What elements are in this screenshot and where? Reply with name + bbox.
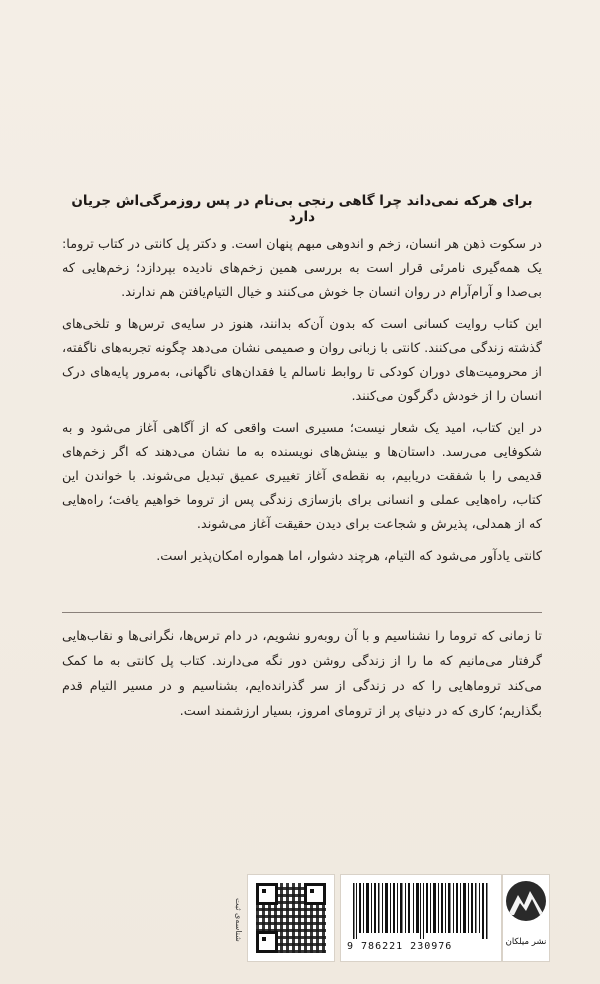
tagline-heading: برای هرکه نمی‌داند چرا گاهی رنجی بی‌نام در پس روزمرگی‌اش جریان دارد xyxy=(71,193,533,225)
barcode-bars-icon xyxy=(351,883,491,939)
closing-section xyxy=(62,624,542,732)
closing-paragraph: تا زمانی که تروما را نشناسیم و با آن روبه‌رو نشویم، در دام ترس‌ها، نگرانی‌ها و نقاب‌هایی گرفتار می‌مانیم که ما را از زندگی روشن دور نگه می‌دارند. کتاب پل کانتی به ما کمک می‌کند تروماهایی را که در زندگی از سر گذرانده‌ایم، بشناسیم و در مسیر التیام قدم بگذاریم؛ کاری که در دنیای پر از ترومای امروز، بسیار ارزشمند است. xyxy=(62,629,542,719)
paragraph-4: کانتی یادآور می‌شود که التیام، هرچند دشوار، اما همواره امکان‌پذیر است. xyxy=(156,549,542,564)
qr-finder-icon xyxy=(256,931,278,953)
isbn-number: 9 786221 230976 xyxy=(347,941,453,952)
paragraph-1: در سکوت ذهن هر انسان، زخم و اندوهی مبهم پنهان است. و دکتر پل کانتی در کتاب تروما: یک همه‌گیری نامرئی قرار است به بررسی همین زخم‌های نادیده بپردازد؛ زخم‌هایی که بی‌صدا و آرام‌آرام در روان انسان جا خوش می‌کنند و خیال التیام‌یافتن هم ندارند. xyxy=(62,237,542,300)
qr-finder-icon xyxy=(304,883,326,905)
description-body xyxy=(62,233,542,577)
publisher-name: نشر میلکان xyxy=(505,937,547,947)
qr-side-label: شناسه‌ی ثبت xyxy=(234,898,243,942)
qr-finder-icon xyxy=(256,883,278,905)
section-divider xyxy=(62,612,542,613)
publisher-logo xyxy=(502,874,550,962)
isbn-barcode xyxy=(340,874,502,962)
paragraph-3: در این کتاب، امید یک شعار نیست؛ مسیری است واقعی که از آگاهی آغاز می‌شود و به شکوفایی می‌رسد. داستان‌ها و بینش‌های نویسنده به ما نشان می‌دهند که اگر زخم‌های قدیمی را با شفقت دریابیم، به نقطه‌ی آغاز تغییری عمیق تبدیل می‌شوند. با خواندن این کتاب، راه‌هایی عملی و انسانی برای بازسازی زندگی پس از تروما خواهیم یافت؛ راه‌هایی که از همدلی، پذیرش و شجاعت برای دیدن حقیقت آغاز می‌شوند. xyxy=(62,421,542,532)
qr-code xyxy=(247,874,335,962)
mountain-logo-icon xyxy=(506,881,546,921)
paragraph-2: این کتاب روایت کسانی است که بدون آن‌که بدانند، هنوز در سایه‌ی ترس‌ها و تلخی‌های گذشته زندگی می‌کنند. کانتی با زبانی روان و صمیمی نشان می‌دهد چگونه تجربه‌های ناگفته، از محرومیت‌های دوران کودکی تا روابط ناسالم یا فقدان‌های ناگهانی، به‌مرور پایه‌های درک انسان را از خودش دگرگون می‌کنند. xyxy=(62,317,542,404)
